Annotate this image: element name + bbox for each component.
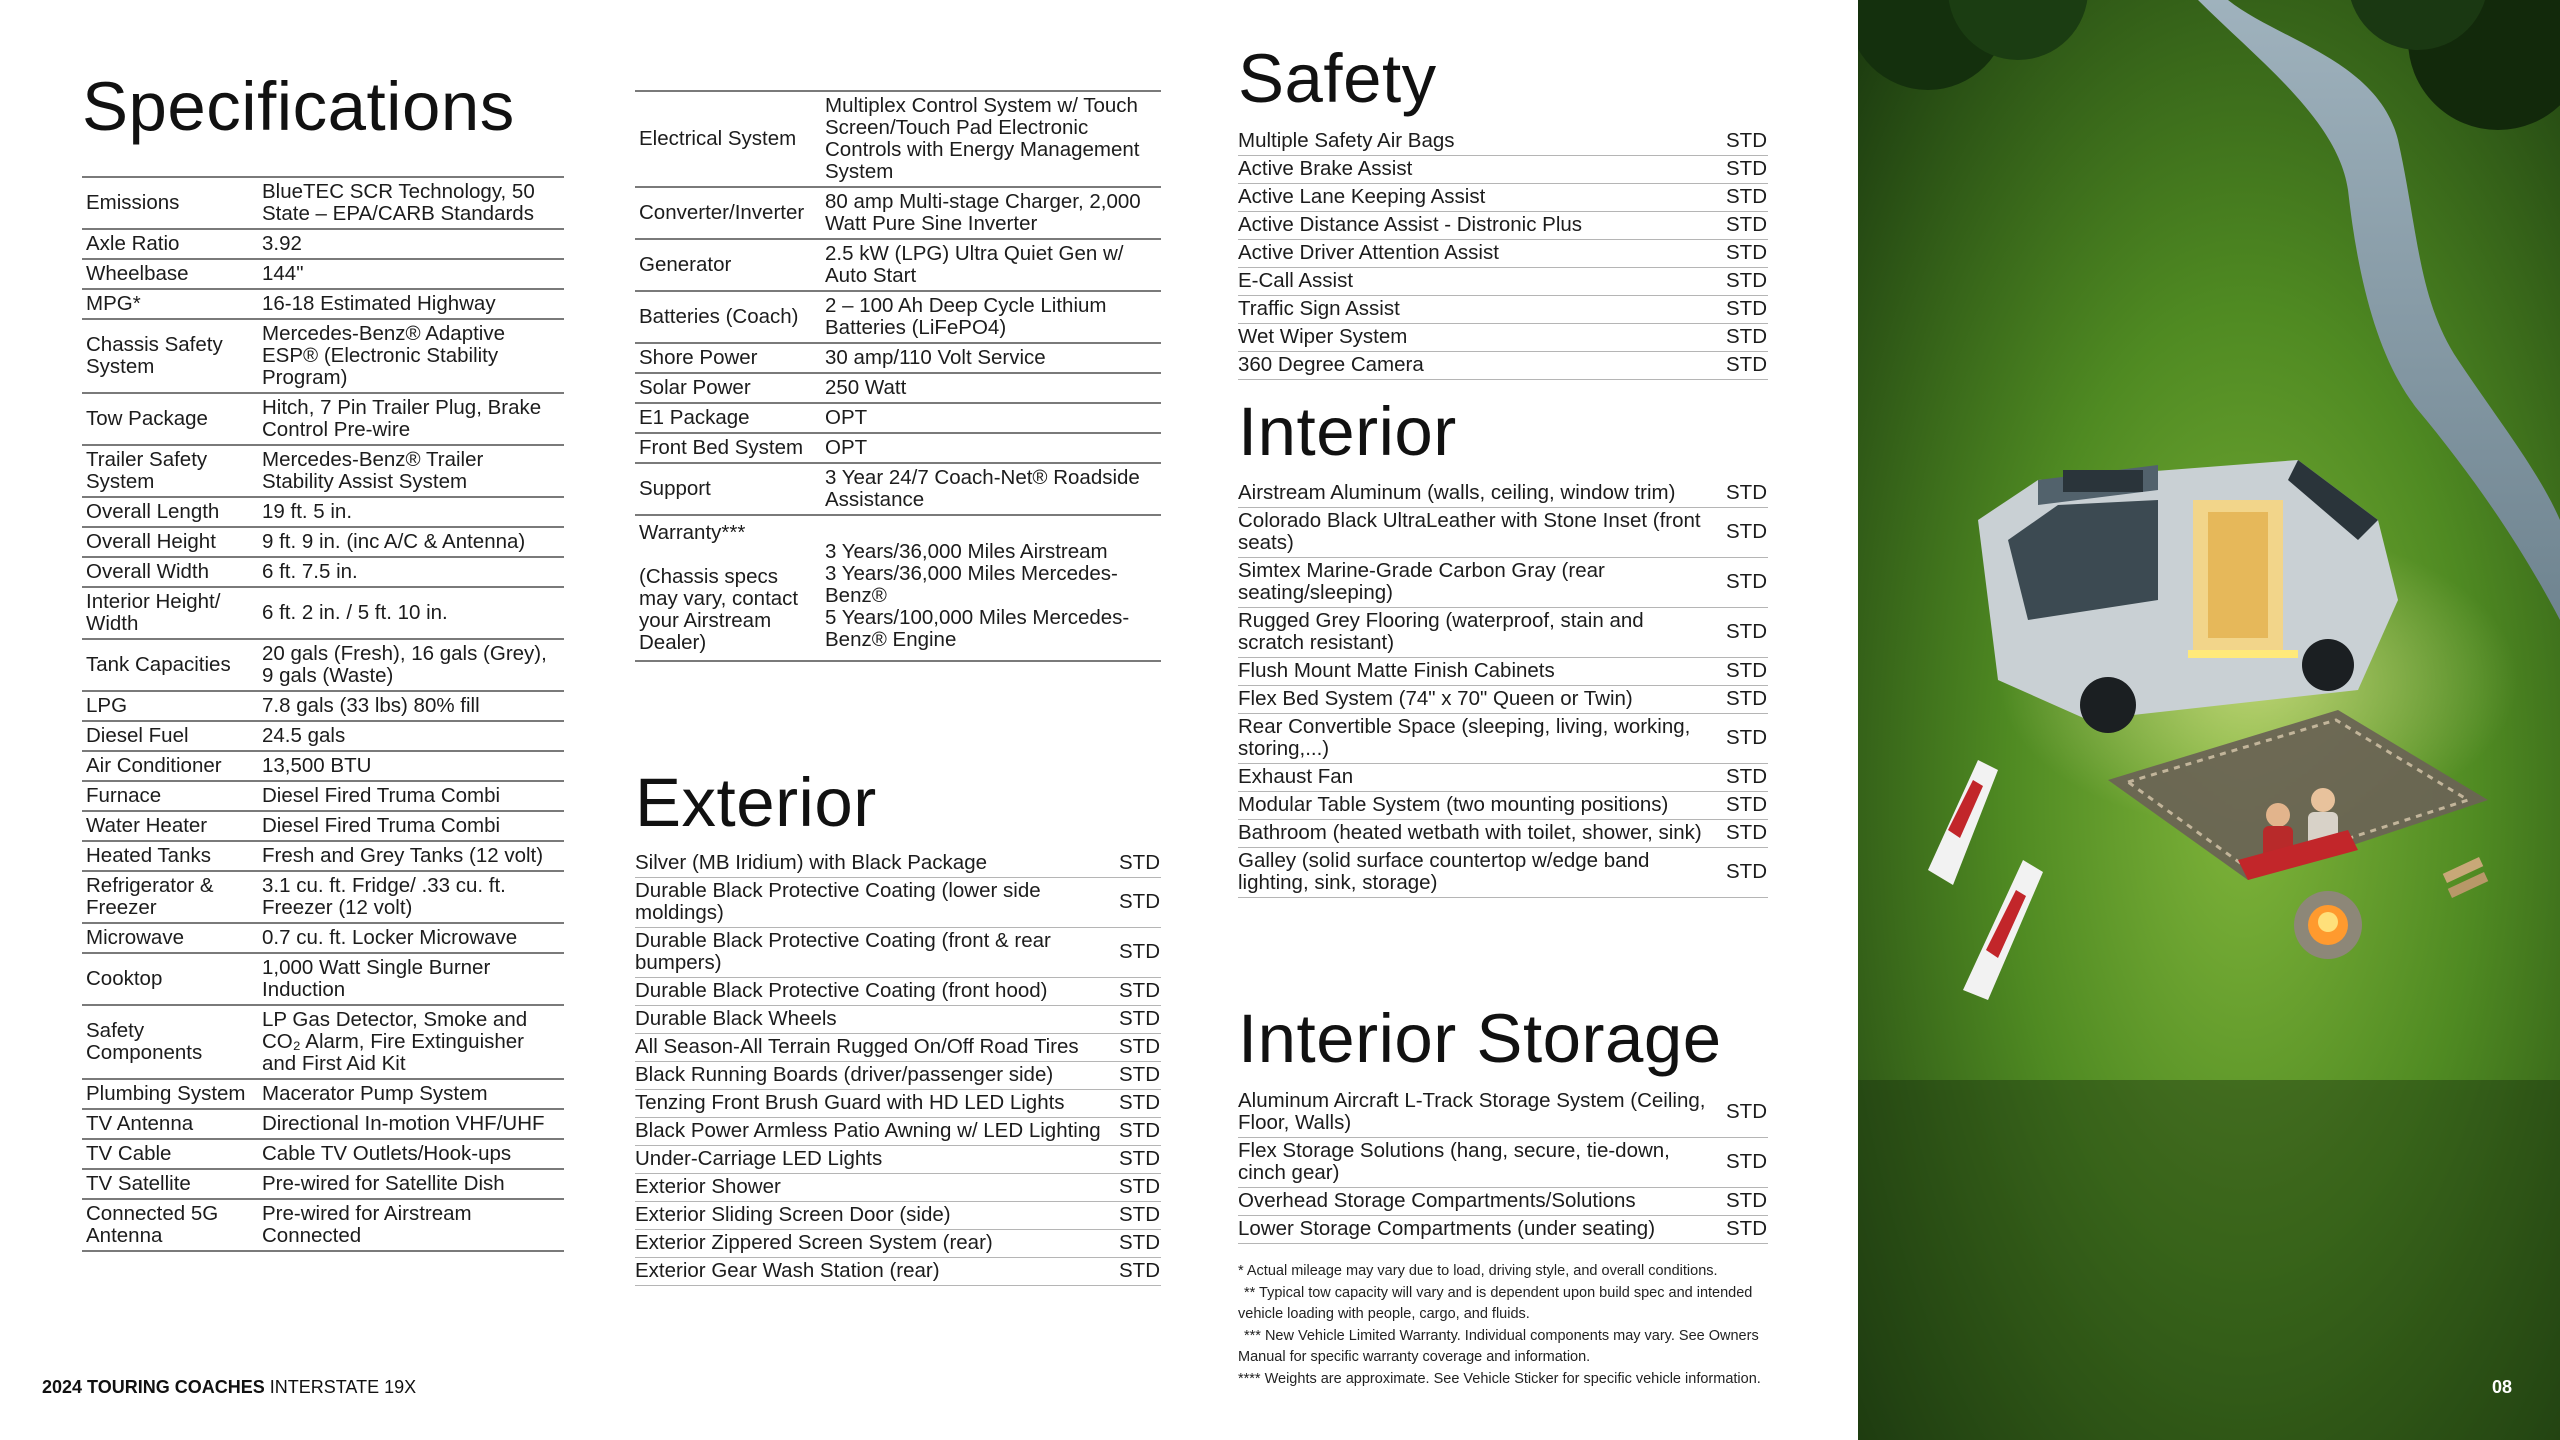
spec-row <box>635 433 1161 463</box>
spec-row <box>82 751 564 781</box>
feature-label: Galley (solid surface countertop w/edge band lighting, sink, storage) <box>1238 849 1650 894</box>
spec-row <box>82 841 564 871</box>
feature-label: Black Power Armless Patio Awning w/ LED Lighting <box>635 1119 1101 1142</box>
spec-row <box>82 1139 564 1169</box>
page-footer <box>42 1377 416 1398</box>
feature-status: STD <box>1726 570 1767 593</box>
warranty-label: Warranty*** <box>639 521 746 544</box>
feature-status: STD <box>1726 185 1767 208</box>
feature-status: STD <box>1119 1147 1160 1170</box>
safety-list <box>1238 128 1768 380</box>
feature-label: Simtex Marine-Grade Carbon Gray (rear seating/sleeping) <box>1238 559 1605 604</box>
spec-value: Mercedes-Benz® Adaptive ESP® (Electronic Stability Program) <box>258 319 564 393</box>
spec-row <box>635 239 1161 291</box>
spec-value: Diesel Fired Truma Combi <box>258 811 564 841</box>
feature-row <box>1238 1216 1768 1244</box>
feature-label: Active Distance Assist - Distronic Plus <box>1238 213 1583 236</box>
feature-status: STD <box>1726 659 1767 682</box>
spec-label: Interior Height/ Width <box>82 587 258 639</box>
feature-label: Exterior Zippered Screen System (rear) <box>635 1231 993 1254</box>
spec-row <box>82 781 564 811</box>
feature-row <box>1238 212 1768 240</box>
spec-label: Shore Power <box>635 343 821 373</box>
spec-value: 9 ft. 9 in. (inc A/C & Antenna) <box>258 527 564 557</box>
spec-label: Cooktop <box>82 953 258 1005</box>
spec-value: 3.92 <box>258 229 564 259</box>
feature-status: STD <box>1726 241 1767 264</box>
spec-value: BlueTEC SCR Technology, 50 State – EPA/CARB Standards <box>258 177 564 229</box>
warranty-line: 5 Years/100,000 Miles Mercedes-Benz® Engine <box>825 605 1130 651</box>
spec-row <box>635 463 1161 515</box>
feature-status: STD <box>1119 1035 1160 1058</box>
feature-status: STD <box>1119 1259 1160 1282</box>
spec-value: 19 ft. 5 in. <box>258 497 564 527</box>
spec-value: 144" <box>258 259 564 289</box>
feature-row <box>635 878 1161 928</box>
feature-row <box>1238 1088 1768 1138</box>
spec-row <box>82 445 564 497</box>
feature-status: STD <box>1119 1063 1160 1086</box>
spec-row <box>635 187 1161 239</box>
spec-label: LPG <box>82 691 258 721</box>
spec-value: 6 ft. 7.5 in. <box>258 557 564 587</box>
spec-value: 13,500 BTU <box>258 751 564 781</box>
feature-status: STD <box>1726 213 1767 236</box>
spec-label: Air Conditioner <box>82 751 258 781</box>
spec-table <box>635 90 1161 662</box>
feature-label: Lower Storage Compartments (under seating) <box>1238 1217 1656 1240</box>
feature-label: Exterior Shower <box>635 1175 781 1198</box>
spec-label: Electrical System <box>635 91 821 187</box>
campsite-photo <box>1858 0 2560 1440</box>
interior-storage-list <box>1238 1088 1768 1244</box>
footnote: ** Typical tow capacity will vary and is dependent upon build spec and intended vehicle loading with people, cargo, and fluids. <box>1238 1284 1753 1322</box>
spec-value: OPT <box>821 403 1161 433</box>
spec-row <box>82 497 564 527</box>
spec-label: E1 Package <box>635 403 821 433</box>
spec-value: 30 amp/110 Volt Service <box>821 343 1161 373</box>
feature-label: Flex Bed System (74" x 70" Queen or Twin) <box>1238 687 1633 710</box>
spec-label: TV Satellite <box>82 1169 258 1199</box>
feature-label: Modular Table System (two mounting positions) <box>1238 793 1669 816</box>
spec-value: Macerator Pump System <box>258 1079 564 1109</box>
feature-label: Active Brake Assist <box>1238 157 1413 180</box>
feature-row <box>635 1090 1161 1118</box>
spec-value: Directional In-motion VHF/UHF <box>258 1109 564 1139</box>
feature-label: Multiple Safety Air Bags <box>1238 129 1455 152</box>
spec-label: Batteries (Coach) <box>635 291 821 343</box>
feature-label: Active Lane Keeping Assist <box>1238 185 1486 208</box>
feature-row <box>1238 820 1768 848</box>
feature-row <box>1238 480 1768 508</box>
spec-label: Axle Ratio <box>82 229 258 259</box>
warranty-note: (Chassis specs may vary, contact your Airstream Dealer) <box>639 565 799 654</box>
spec-value: 1,000 Watt Single Burner Induction <box>258 953 564 1005</box>
feature-row <box>1238 324 1768 352</box>
spec-value: 24.5 gals <box>258 721 564 751</box>
spec-row <box>82 953 564 1005</box>
feature-row <box>1238 658 1768 686</box>
feature-status: STD <box>1726 1150 1767 1173</box>
spec-value: 6 ft. 2 in. / 5 ft. 10 in. <box>258 587 564 639</box>
feature-label: Under-Carriage LED Lights <box>635 1147 883 1170</box>
spec-label: Wheelbase <box>82 259 258 289</box>
feature-label: 360 Degree Camera <box>1238 353 1424 376</box>
feature-row <box>1238 352 1768 380</box>
spec-row <box>82 1199 564 1251</box>
feature-status: STD <box>1119 890 1160 913</box>
spec-label: MPG* <box>82 289 258 319</box>
feature-label: Durable Black Protective Coating (front & rear bumpers) <box>635 929 1051 974</box>
feature-row <box>635 1034 1161 1062</box>
warranty-values <box>821 515 1161 661</box>
feature-status: STD <box>1726 481 1767 504</box>
spec-row <box>82 923 564 953</box>
footnote: * Actual mileage may vary due to load, driving style, and overall conditions. <box>1238 1263 1718 1279</box>
feature-status: STD <box>1119 1007 1160 1030</box>
spec-value: 250 Watt <box>821 373 1161 403</box>
spec-value: OPT <box>821 433 1161 463</box>
spec-row <box>82 177 564 229</box>
feature-row <box>1238 508 1768 558</box>
feature-status: STD <box>1726 726 1767 749</box>
spec-label: Furnace <box>82 781 258 811</box>
spec-row <box>82 587 564 639</box>
spec-label: Heated Tanks <box>82 841 258 871</box>
spec-value: 16-18 Estimated Highway <box>258 289 564 319</box>
spec-label: Refrigerator & Freezer <box>82 871 258 923</box>
feature-label: Exhaust Fan <box>1238 765 1354 788</box>
spec-value: Fresh and Grey Tanks (12 volt) <box>258 841 564 871</box>
feature-row <box>1238 714 1768 764</box>
feature-row <box>635 978 1161 1006</box>
spec-value: 3.1 cu. ft. Fridge/ .33 cu. ft. Freezer (12 volt) <box>258 871 564 923</box>
feature-label: E-Call Assist <box>1238 269 1354 292</box>
spec-value: LP Gas Detector, Smoke and CO₂ Alarm, Fire Extinguisher and First Aid Kit <box>258 1005 564 1079</box>
feature-row <box>1238 764 1768 792</box>
spec-row <box>82 229 564 259</box>
feature-row <box>635 1202 1161 1230</box>
spec-label: TV Antenna <box>82 1109 258 1139</box>
feature-status: STD <box>1726 520 1767 543</box>
feature-label: Durable Black Protective Coating (front hood) <box>635 979 1048 1002</box>
feature-row <box>635 1062 1161 1090</box>
spec-row <box>82 639 564 691</box>
page-number: 08 <box>2492 1377 2513 1397</box>
feature-label: Exterior Sliding Screen Door (side) <box>635 1203 951 1226</box>
footnote: **** Weights are approximate. See Vehicle Sticker for specific vehicle information. <box>1238 1370 1761 1387</box>
feature-status: STD <box>1726 1100 1767 1123</box>
feature-row <box>1238 1188 1768 1216</box>
warranty-line: 3 Years/36,000 Miles Airstream <box>825 539 1108 563</box>
spec-table <box>82 176 564 1252</box>
spec-row <box>82 1169 564 1199</box>
spec-label: Microwave <box>82 923 258 953</box>
feature-row <box>635 1174 1161 1202</box>
spec-label: Safety Components <box>82 1005 258 1079</box>
feature-label: Durable Black Protective Coating (lower side moldings) <box>635 879 1041 924</box>
feature-row <box>1238 240 1768 268</box>
campsite-illustration <box>1858 0 2560 1440</box>
feature-row <box>635 1146 1161 1174</box>
exterior-title: Exterior <box>635 764 877 841</box>
spec-value: Multiplex Control System w/ Touch Screen/Touch Pad Electronic Controls with Energy Management System <box>821 91 1161 187</box>
feature-status: STD <box>1726 1189 1767 1212</box>
feature-row <box>635 1258 1161 1286</box>
spec-row <box>635 403 1161 433</box>
spec-label: TV Cable <box>82 1139 258 1169</box>
spec-row <box>635 91 1161 187</box>
feature-row <box>1238 268 1768 296</box>
spec-value: 80 amp Multi-stage Charger, 2,000 Watt Pure Sine Inverter <box>821 187 1161 239</box>
spec-label: Tank Capacities <box>82 639 258 691</box>
spec-label: Diesel Fuel <box>82 721 258 751</box>
spec-row <box>635 291 1161 343</box>
spec-value: Pre-wired for Airstream Connected <box>258 1199 564 1251</box>
feature-row <box>635 1230 1161 1258</box>
spec-label: Water Heater <box>82 811 258 841</box>
feature-row <box>1238 128 1768 156</box>
spec-row <box>82 393 564 445</box>
warranty-label-cell <box>635 515 821 661</box>
feature-status: STD <box>1726 793 1767 816</box>
feature-label: Airstream Aluminum (walls, ceiling, window trim) <box>1238 481 1676 504</box>
spec-label: Overall Height <box>82 527 258 557</box>
feature-status: STD <box>1726 765 1767 788</box>
feature-status: STD <box>1726 157 1767 180</box>
spec-label: Front Bed System <box>635 433 821 463</box>
spec-label: Plumbing System <box>82 1079 258 1109</box>
feature-label: Tenzing Front Brush Guard with HD LED Lights <box>635 1091 1065 1114</box>
feature-label: Rear Convertible Space (sleeping, living, working, storing,...) <box>1238 715 1691 760</box>
spec-row <box>82 811 564 841</box>
feature-status: STD <box>1119 1175 1160 1198</box>
feature-status: STD <box>1726 620 1767 643</box>
feature-label: Bathroom (heated wetbath with toilet, shower, sink) <box>1238 821 1702 844</box>
feature-status: STD <box>1726 129 1767 152</box>
feature-label: Overhead Storage Compartments/Solutions <box>1238 1189 1636 1212</box>
exterior-list <box>635 850 1161 1286</box>
spec-value: 2 – 100 Ah Deep Cycle Lithium Batteries (LiFePO4) <box>821 291 1161 343</box>
footnote: *** New Vehicle Limited Warranty. Individual components may vary. See Owners Manual for specific warranty coverage and information. <box>1238 1327 1759 1365</box>
spec-value: Pre-wired for Satellite Dish <box>258 1169 564 1199</box>
spec-row <box>82 691 564 721</box>
feature-row <box>1238 608 1768 658</box>
footer-brand: 2024 TOURING COACHES <box>42 1377 265 1397</box>
feature-label: Traffic Sign Assist <box>1238 297 1400 320</box>
warranty-line: 3 Years/36,000 Miles Mercedes-Benz® <box>825 561 1118 607</box>
feature-status: STD <box>1726 297 1767 320</box>
feature-status: STD <box>1726 687 1767 710</box>
spec-value: 20 gals (Fresh), 16 gals (Grey), 9 gals (Waste) <box>258 639 564 691</box>
feature-status: STD <box>1726 821 1767 844</box>
spec-label: Overall Width <box>82 557 258 587</box>
feature-label: All Season-All Terrain Rugged On/Off Road Tires <box>635 1035 1079 1058</box>
spec-row <box>82 1109 564 1139</box>
spec-label: Support <box>635 463 821 515</box>
warranty-row <box>635 515 1161 661</box>
feature-row <box>635 928 1161 978</box>
spec-row <box>82 557 564 587</box>
footer-model: INTERSTATE 19X <box>269 1377 417 1397</box>
spec-row <box>82 527 564 557</box>
spec-label: Emissions <box>82 177 258 229</box>
spec-row <box>82 1079 564 1109</box>
feature-row <box>1238 558 1768 608</box>
spec-label: Generator <box>635 239 821 291</box>
feature-status: STD <box>1119 1203 1160 1226</box>
spec-label: Chassis Safety System <box>82 319 258 393</box>
feature-status: STD <box>1726 269 1767 292</box>
feature-status: STD <box>1119 1119 1160 1142</box>
feature-status: STD <box>1726 860 1767 883</box>
spec-value: Cable TV Outlets/Hook-ups <box>258 1139 564 1169</box>
feature-status: STD <box>1726 1217 1767 1240</box>
safety-title: Safety <box>1238 40 1437 117</box>
feature-row <box>1238 296 1768 324</box>
interior-storage-title: Interior Storage <box>1238 1000 1722 1077</box>
spec-value: 2.5 kW (LPG) Ultra Quiet Gen w/ Auto Start <box>821 239 1161 291</box>
feature-status: STD <box>1726 325 1767 348</box>
spec-label: Converter/Inverter <box>635 187 821 239</box>
feature-label: Colorado Black UltraLeather with Stone Inset (front seats) <box>1238 509 1701 554</box>
spec-row <box>82 259 564 289</box>
specifications-table-left <box>82 176 564 1252</box>
spec-row <box>635 343 1161 373</box>
spec-value: Mercedes-Benz® Trailer Stability Assist System <box>258 445 564 497</box>
specifications-table-right <box>635 90 1161 662</box>
feature-label: Aluminum Aircraft L-Track Storage System (Ceiling, Floor, Walls) <box>1238 1089 1706 1134</box>
feature-row <box>1238 156 1768 184</box>
feature-status: STD <box>1119 851 1160 874</box>
feature-label: Active Driver Attention Assist <box>1238 241 1499 264</box>
interior-list <box>1238 480 1768 898</box>
spec-label: Solar Power <box>635 373 821 403</box>
feature-row <box>635 850 1161 878</box>
footnotes <box>1238 1261 1798 1390</box>
spec-value: 3 Year 24/7 Coach-Net® Roadside Assistance <box>821 463 1161 515</box>
interior-title: Interior <box>1238 393 1457 470</box>
spec-label: Trailer Safety System <box>82 445 258 497</box>
spec-row <box>82 721 564 751</box>
spec-value: 0.7 cu. ft. Locker Microwave <box>258 923 564 953</box>
feature-status: STD <box>1726 353 1767 376</box>
spec-row <box>635 373 1161 403</box>
spec-row <box>82 319 564 393</box>
feature-status: STD <box>1119 1091 1160 1114</box>
feature-label: Silver (MB Iridium) with Black Package <box>635 851 988 874</box>
spec-label: Tow Package <box>82 393 258 445</box>
feature-label: Flush Mount Matte Finish Cabinets <box>1238 659 1555 682</box>
spec-value: 7.8 gals (33 lbs) 80% fill <box>258 691 564 721</box>
feature-label: Exterior Gear Wash Station (rear) <box>635 1259 940 1282</box>
feature-row <box>1238 1138 1768 1188</box>
feature-label: Flex Storage Solutions (hang, secure, tie-down, cinch gear) <box>1238 1139 1670 1184</box>
feature-status: STD <box>1119 940 1160 963</box>
feature-row <box>1238 686 1768 714</box>
spec-row <box>82 871 564 923</box>
feature-label: Black Running Boards (driver/passenger side) <box>635 1063 1054 1086</box>
spec-row <box>82 289 564 319</box>
spec-value: Hitch, 7 Pin Trailer Plug, Brake Control Pre-wire <box>258 393 564 445</box>
specifications-title: Specifications <box>82 68 515 145</box>
feature-status: STD <box>1119 1231 1160 1254</box>
spec-label: Overall Length <box>82 497 258 527</box>
feature-row <box>635 1118 1161 1146</box>
feature-label: Wet Wiper System <box>1238 325 1408 348</box>
van <box>1978 460 2398 733</box>
feature-row <box>1238 848 1768 898</box>
spec-value: Diesel Fired Truma Combi <box>258 781 564 811</box>
feature-status: STD <box>1119 979 1160 1002</box>
feature-label: Durable Black Wheels <box>635 1007 837 1030</box>
feature-row <box>635 1006 1161 1034</box>
feature-row <box>1238 184 1768 212</box>
spec-label: Connected 5G Antenna <box>82 1199 258 1251</box>
feature-label: Rugged Grey Flooring (waterproof, stain and scratch resistant) <box>1238 609 1644 654</box>
feature-row <box>1238 792 1768 820</box>
spec-row <box>82 1005 564 1079</box>
